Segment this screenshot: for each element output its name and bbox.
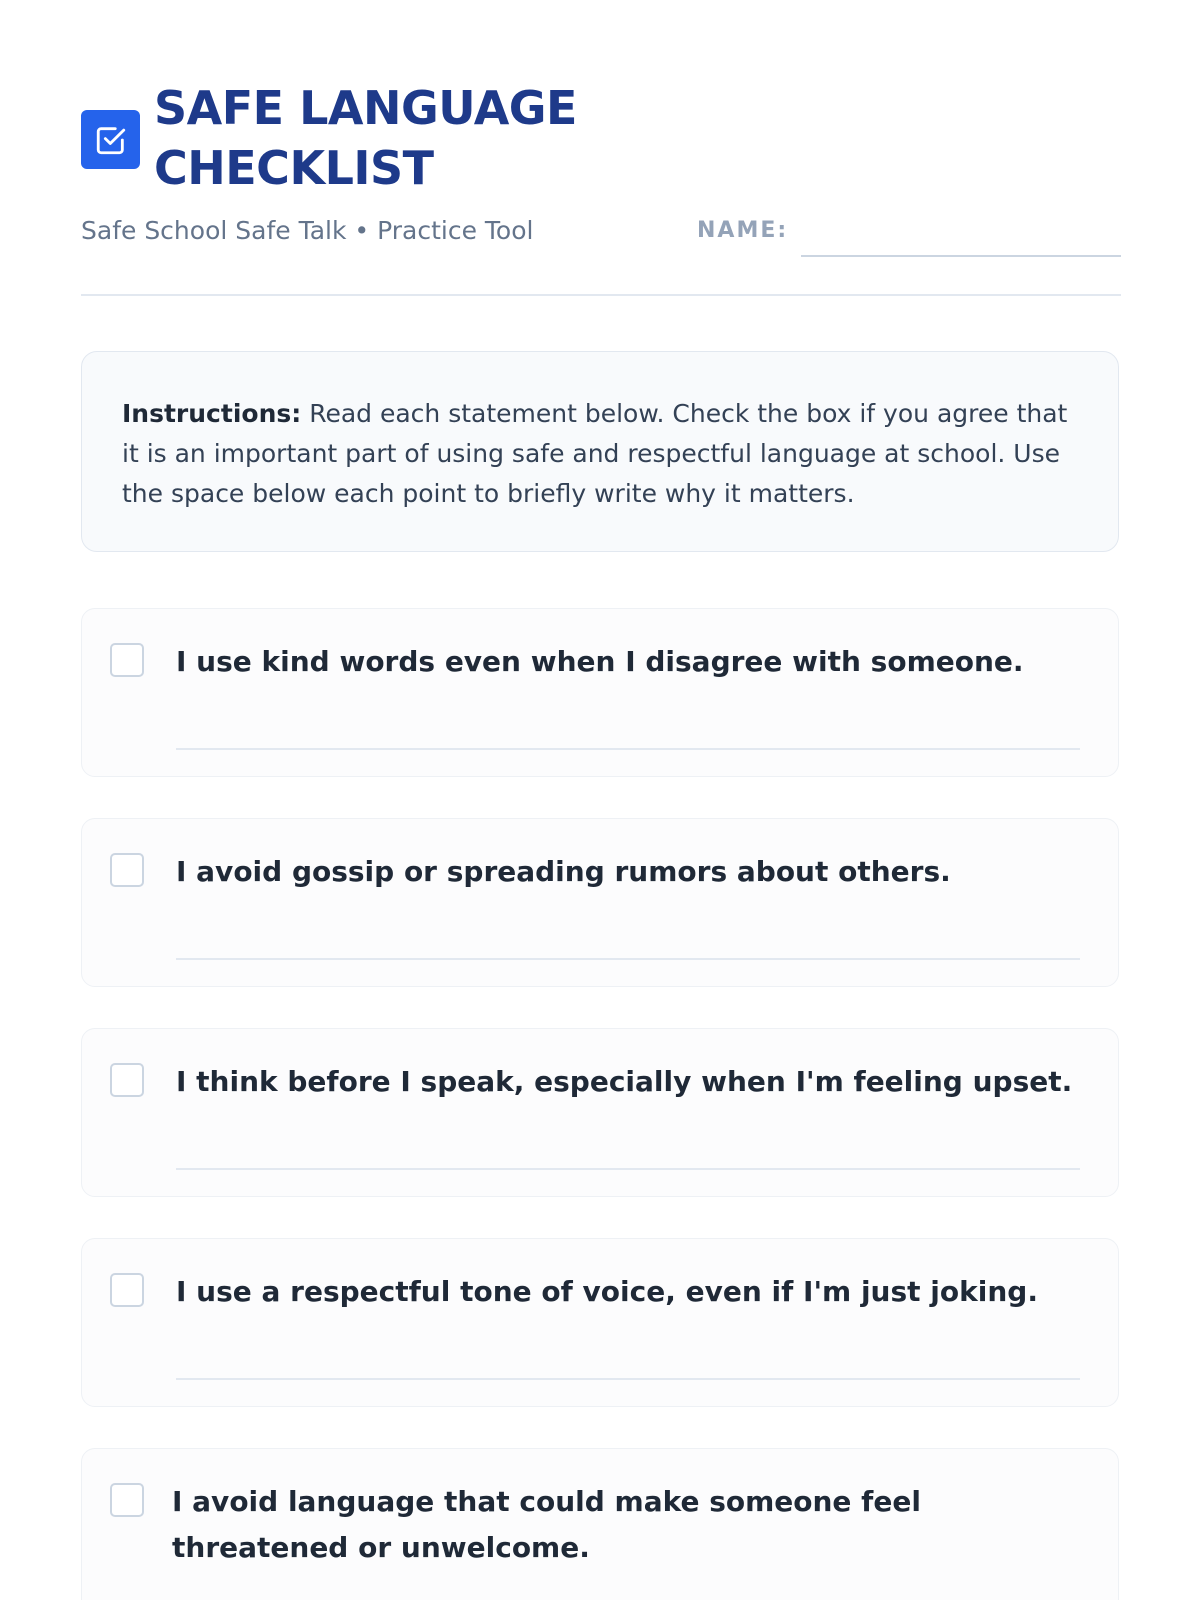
checklist-item	[81, 608, 1119, 777]
name-label: NAME:	[697, 218, 789, 243]
checklist-statement: I use kind words even when I disagree with someone.	[176, 645, 1024, 678]
answer-line[interactable]	[176, 1370, 1080, 1380]
checklist-checkbox[interactable]	[110, 1273, 144, 1307]
checklist-statement: I use a respectful tone of voice, even if I'm just joking.	[176, 1275, 1038, 1308]
checklist-statement: I avoid language that could make someone feel threatened or unwelcome.	[172, 1485, 921, 1564]
page-title: SAFE LANGUAGE CHECKLIST	[154, 81, 577, 195]
instructions-lead: Instructions:	[122, 399, 302, 428]
checkbox-checked-icon	[81, 110, 140, 169]
checklist-statement: I avoid gossip or spreading rumors about others.	[176, 855, 951, 888]
title-row	[81, 78, 1121, 198]
checklist-item	[81, 818, 1119, 987]
subtitle-row	[81, 216, 1121, 256]
checklist-checkbox[interactable]	[110, 1483, 144, 1517]
answer-line[interactable]	[176, 950, 1080, 960]
page-subtitle: Safe School Safe Talk • Practice Tool	[81, 216, 534, 245]
checklist-item	[81, 1448, 1119, 1600]
name-field[interactable]	[801, 245, 1121, 257]
checklist-checkbox[interactable]	[110, 1063, 144, 1097]
checklist-statement: I think before I speak, especially when I'm feeling upset.	[176, 1065, 1073, 1098]
checklist-checkbox[interactable]	[110, 643, 144, 677]
instructions-panel	[81, 351, 1119, 552]
answer-line[interactable]	[176, 740, 1080, 750]
header	[81, 78, 1121, 245]
instructions-body: Read each statement below. Check the box if you agree that it is an important part of using safe and respectful language at school. Use the space below each point to briefly write why it matters.	[122, 399, 1068, 508]
header-divider	[81, 294, 1121, 296]
checklist-item	[81, 1028, 1119, 1197]
answer-line[interactable]	[176, 1160, 1080, 1170]
checklist-checkbox[interactable]	[110, 853, 144, 887]
checklist-item	[81, 1238, 1119, 1407]
